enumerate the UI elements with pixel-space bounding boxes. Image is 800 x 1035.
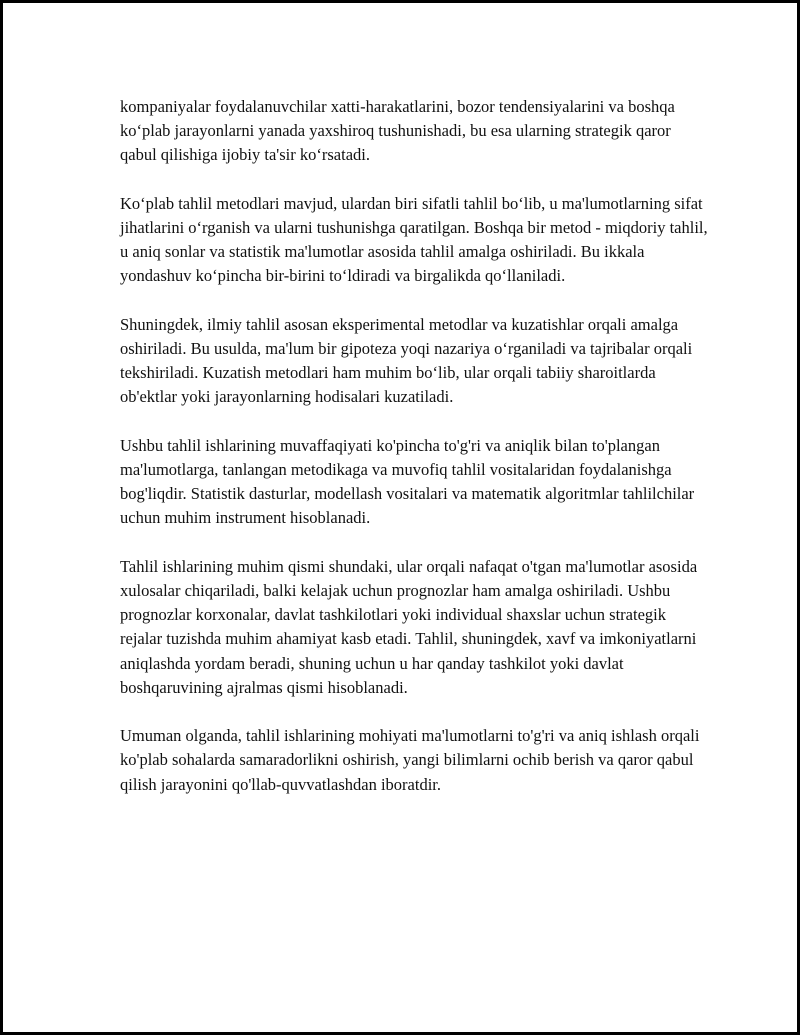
paragraph-3: Shuningdek, ilmiy tahlil asosan eksperimental metodlar va kuzatishlar orqali amalga oshiriladi. Bu usulda, ma'lum bir gipoteza yoqi nazariya o‘rganiladi va tajribalar orqali tekshiriladi. Kuzatish metodlari ham muhim bo‘lib, ular orqali tabiiy sharoitlarda ob'ektlar yoki jarayonlarning hodisalari kuzatiladi.	[120, 314, 693, 407]
document-body	[120, 95, 710, 797]
paragraph-1: kompaniyalar foydalanuvchilar xatti-harakatlarini, bozor tendensiyalarini va boshqa ko‘plab jarayonlarni yanada yaxshiroq tushunishadi, bu esa ularning strategik qaror qabul qilishiga ijobiy ta'sir ko‘rsatadi.	[120, 97, 675, 165]
paragraph-4: Ushbu tahlil ishlarining muvaffaqiyati ko'pincha to'g'ri va aniqlik bilan to'plangan ma'lumotlarga, tanlangan metodikaga va muvofiq tahlil vositalaridan foydalanishga bog'liqdir. Statistik dasturlar, modellash vositalari va matematik algoritmlar tahlilchilar uchun muhim instrument hisoblanadi.	[120, 435, 695, 528]
paragraph-5: Tahlil ishlarining muhim qismi shundaki, ular orqali nafaqat o'tgan ma'lumotlar asosida xulosalar chiqariladi, balki kelajak uchun prognozlar ham amalga oshiriladi. Ushbu prognozlar korxonalar, davlat tashkilotlari yoki individual shaxslar uchun strategik rejalar tuzishda muhim ahamiyat kasb etadi. Tahlil, shuningdek, xavf va imkoniyatlarni aniqlashda yordam beradi, shuning uchun u har qanday tashkilot yoki davlat boshqaruvining ajralmas qismi hisoblanadi.	[120, 556, 698, 697]
paragraph-2: Ko‘plab tahlil metodlari mavjud, ulardan biri sifatli tahlil bo‘lib, u ma'lumotlarning sifat jihatlarini o‘rganish va ularni tushunishga qaratilgan. Boshqa bir metod - miqdoriy tahlil, u aniq sonlar va statistik ma'lumotlar asosida tahlil amalga oshiriladi. Bu ikkala yondashuv ko‘pincha bir-birini to‘ldiradi va birgalikda qo‘llaniladi.	[120, 193, 708, 286]
paragraph-6: Umuman olganda, tahlil ishlarining mohiyati ma'lumotlarni to'g'ri va aniq ishlash orqali ko'plab sohalarda samaradorlikni oshirish, yangi bilimlarni ochib berish va qaror qabul qilish jarayonini qo'llab-quvvatlashdan iboratdir.	[120, 726, 700, 794]
